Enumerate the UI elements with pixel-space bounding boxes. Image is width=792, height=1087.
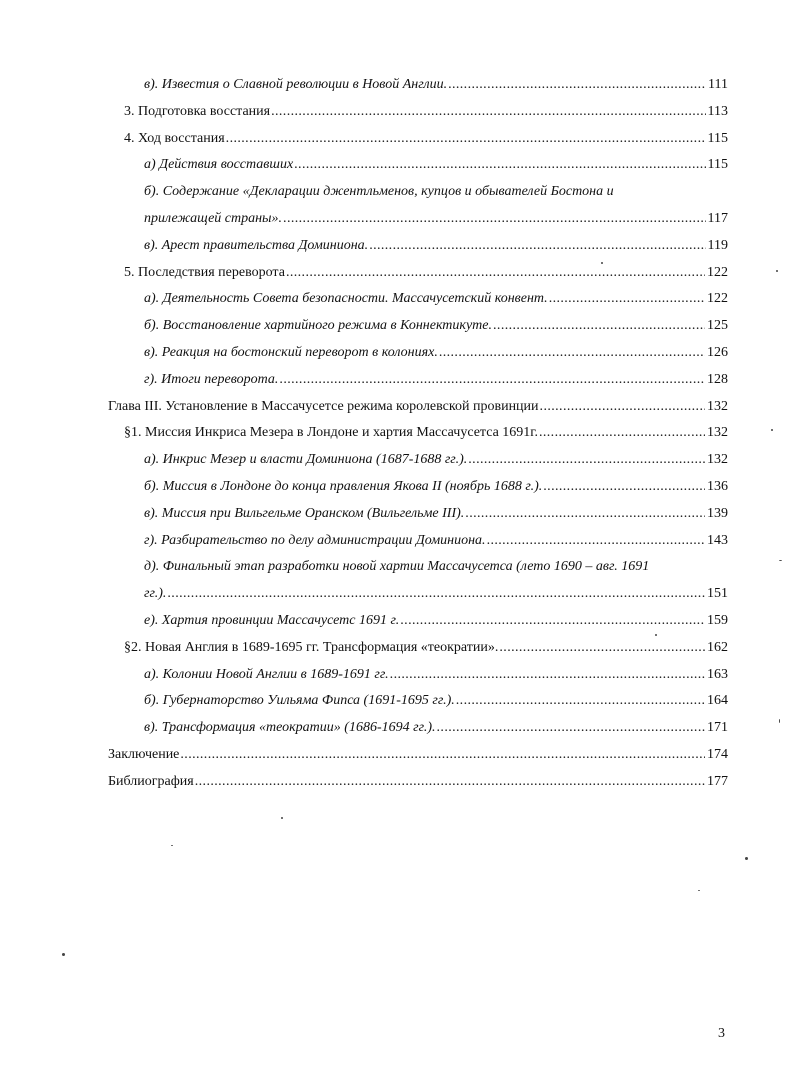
toc-entry-title: а). Инкрис Мезер и власти Доминиона (1687-1688 гг.). <box>144 452 468 468</box>
toc-entry-title: г). Разбирательство по делу администрации Доминиона. <box>144 532 486 548</box>
toc-entry <box>108 72 728 99</box>
toc-entry-title: в). Трансформация «теократии» (1686-1694 гг.). <box>144 720 436 736</box>
toc-entry <box>108 420 728 447</box>
toc-entry-page: 119 <box>707 237 728 253</box>
toc-entry-page: 128 <box>707 371 728 387</box>
scan-speck <box>779 719 780 723</box>
toc-entry-title: Глава III. Установление в Массачусетсе режима королевской провинции <box>108 398 539 414</box>
toc-entry <box>108 286 728 313</box>
toc-leader-dots <box>468 447 705 474</box>
toc-leader-dots <box>439 340 705 367</box>
toc-entry-page: 136 <box>707 478 728 494</box>
toc-entry-title: е). Хартия провинции Массачусетс 1691 г. <box>144 612 400 628</box>
scan-speck <box>601 262 603 264</box>
toc-entry <box>108 662 728 689</box>
toc-leader-dots <box>400 608 705 635</box>
toc-entry <box>108 474 728 501</box>
toc-entry-title: §2. Новая Англия в 1689-1695 гг. Трансформация «теократии». <box>124 639 499 655</box>
toc-entry-page: 171 <box>707 720 728 736</box>
toc-leader-dots <box>271 99 705 126</box>
toc-entry-page: 113 <box>707 103 728 119</box>
toc-entry-title: 4. Ход восстания <box>124 130 225 146</box>
toc-leader-dots <box>226 126 706 153</box>
toc-entry <box>108 528 728 555</box>
toc-entry-title: г). Итоги переворота. <box>144 371 279 387</box>
toc-leader-dots <box>539 420 705 447</box>
toc-entry-title: Заключение <box>108 746 180 762</box>
toc-entry-title: §1. Миссия Инкриса Мезера в Лондоне и хартия Массачусетса 1691г. <box>124 425 538 441</box>
toc-entry <box>108 313 728 340</box>
toc-entry-title: а). Колонии Новой Англии в 1689-1691 гг. <box>144 666 389 682</box>
toc-leader-dots <box>543 474 705 501</box>
toc-leader-dots <box>286 260 705 287</box>
toc-entry-title: 5. Последствия переворота <box>124 264 285 280</box>
toc-entry-page: 117 <box>707 210 728 226</box>
toc-entry <box>108 608 728 635</box>
toc-leader-dots <box>390 662 705 689</box>
toc-entry <box>108 501 728 528</box>
toc-entry-title: в). Миссия при Вильгельме Оранском (Вильгельме III). <box>144 505 465 521</box>
toc-entry-page: 132 <box>707 398 728 414</box>
toc-entry-title-line1: д). Финальный этап разработки новой хартии Массачусетса (лето 1690 – авг. 1691 <box>144 559 650 575</box>
toc-entry-page: 132 <box>707 425 728 441</box>
toc-entry-title: а). Деятельность Совета безопасности. Массачусетский конвент. <box>144 291 548 307</box>
toc-entry-title: в). Известия о Славной революции в Новой Англии. <box>144 77 448 92</box>
scan-speck <box>698 890 700 891</box>
toc-entry-title: б). Восстановление хартийного режима в Коннектикуте. <box>144 318 493 334</box>
toc-entry-page: 122 <box>707 291 728 307</box>
toc-entry <box>108 554 728 608</box>
toc-entry <box>108 742 728 769</box>
toc-entry <box>108 126 728 153</box>
scan-speck <box>745 857 748 860</box>
toc-entry-title: Библиография <box>108 773 194 789</box>
toc-leader-dots <box>279 367 705 394</box>
toc-leader-dots <box>369 233 705 260</box>
toc-leader-dots <box>465 501 705 528</box>
toc-leader-dots <box>499 635 705 662</box>
toc-entry <box>108 152 728 179</box>
toc-entry <box>108 769 728 796</box>
toc-entry-page: 122 <box>707 264 728 280</box>
toc-entry-title: 3. Подготовка восстания <box>124 103 271 119</box>
scan-speck <box>771 429 773 431</box>
toc-entry-title: прилежащей страны». <box>144 210 283 226</box>
toc-entry-title: б). Миссия в Лондоне до конца правления Якова II (ноябрь 1688 г.). <box>144 478 543 494</box>
page-number: 3 <box>718 1026 725 1041</box>
scan-speck <box>281 817 283 819</box>
toc-leader-dots <box>437 715 705 742</box>
toc-entry <box>108 340 728 367</box>
toc-leader-dots <box>493 313 705 340</box>
toc-leader-dots <box>195 769 705 796</box>
toc-leader-dots <box>549 286 705 313</box>
toc-entry <box>108 99 728 126</box>
toc-leader-dots <box>456 688 705 715</box>
toc-entry-title: в). Реакция на бостонский переворот в колониях. <box>144 344 438 360</box>
toc-entry-title: а) Действия восставших <box>144 157 294 173</box>
scan-speck <box>655 634 657 636</box>
toc-entry <box>108 179 728 233</box>
scan-speck <box>171 845 173 846</box>
toc-entry-title-line1: б). Содержание «Декларации джентльменов, купцов и обывателей Бостона и <box>144 184 614 200</box>
scan-speck <box>776 270 778 272</box>
toc-entry-title: б). Губернаторство Уильяма Фипса (1691-1695 гг.). <box>144 693 455 709</box>
toc-entry <box>108 688 728 715</box>
toc-entry <box>108 233 728 260</box>
toc-entry <box>108 635 728 662</box>
toc-entry-page: 163 <box>707 666 728 682</box>
toc-entry-page: 115 <box>707 130 728 146</box>
table-of-contents <box>108 72 728 796</box>
toc-entry-title: в). Арест правительства Доминиона. <box>144 237 369 253</box>
toc-leader-dots <box>294 152 705 179</box>
toc-entry-page: 126 <box>707 344 728 360</box>
toc-entry-page: 111 <box>708 77 728 92</box>
toc-leader-dots <box>487 528 705 555</box>
toc-entry <box>108 394 728 421</box>
toc-entry-page: 115 <box>707 157 728 173</box>
toc-entry-page: 174 <box>707 746 728 762</box>
toc-entry-page: 162 <box>707 639 728 655</box>
scan-speck <box>62 953 65 956</box>
toc-entry-page: 159 <box>707 612 728 628</box>
toc-entry-page: 132 <box>707 452 728 468</box>
toc-leader-dots <box>540 394 705 421</box>
toc-leader-dots <box>283 206 705 233</box>
toc-entry-page: 139 <box>707 505 728 521</box>
toc-entry-page: 177 <box>707 773 728 789</box>
toc-leader-dots <box>448 72 706 99</box>
toc-entry-page: 151 <box>707 586 728 602</box>
toc-entry <box>108 260 728 287</box>
toc-leader-dots <box>180 742 705 769</box>
scan-speck <box>779 560 782 561</box>
toc-leader-dots <box>167 581 705 608</box>
toc-entry <box>108 715 728 742</box>
toc-entry <box>108 367 728 394</box>
toc-entry-page: 125 <box>707 318 728 334</box>
toc-entry-title: гг.). <box>144 586 167 602</box>
toc-entry-page: 143 <box>707 532 728 548</box>
toc-entry <box>108 447 728 474</box>
toc-entry-page: 164 <box>707 693 728 709</box>
